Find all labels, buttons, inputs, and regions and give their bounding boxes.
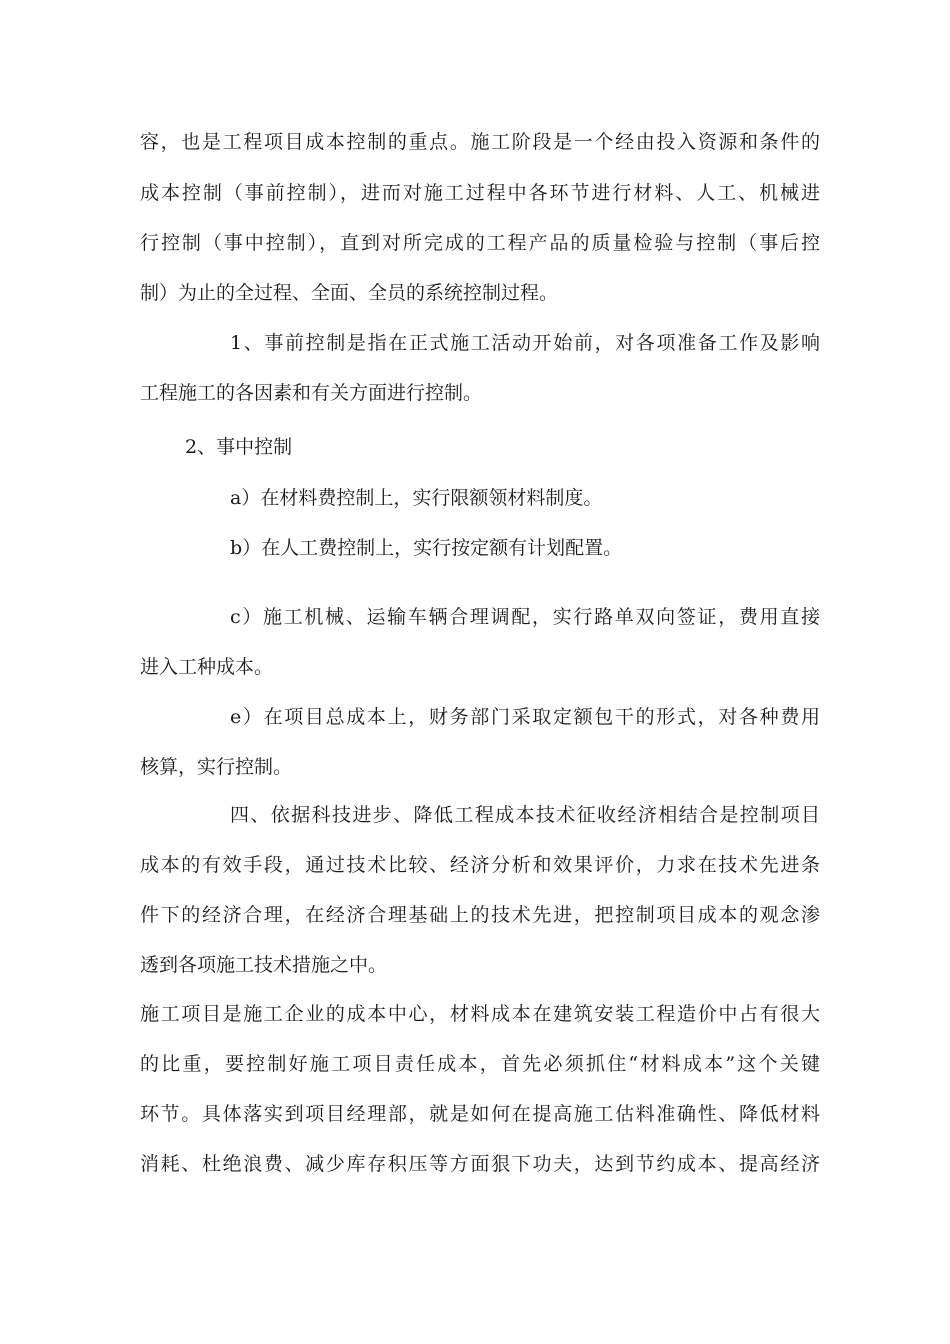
text-line-9: b）在人工费控制上，实行按定额有计划配置。 [230,537,623,559]
text-line-13: 核算，实行控制。 [140,756,293,778]
text-line-15: 成本的有效手段，通过技术比较、经济分析和效果评价，力求在技术先进条 [140,854,820,876]
text-line-8: a）在材料费控制上，实行限额领材料制度。 [230,487,603,509]
text-line-10: c）施工机械、运输车辆合理调配，实行路单双向签证，费用直接 [230,606,820,628]
text-line-7: 2、事中控制 [185,436,293,458]
text-line-2: 成本控制（事前控制），进而对施工过程中各环节进行材料、人工、机械进 [140,182,820,204]
text-line-11: 进入工种成本。 [140,656,274,678]
text-line-12: e）在项目总成本上，财务部门采取定额包干的形式，对各种费用 [230,706,820,728]
text-line-6: 工程施工的各因素和有关方面进行控制。 [140,382,483,404]
text-line-5: 1、事前控制是指在正式施工活动开始前，对各项准备工作及影响 [230,332,820,354]
text-line-18: 施工项目是施工企业的成本中心，材料成本在建筑安装工程造价中占有很大 [140,1003,820,1025]
text-line-19: 的比重，要控制好施工项目责任成本，首先必须抓住“材料成本”这个关键 [140,1053,820,1075]
text-line-21: 消耗、杜绝浪费、减少库存积压等方面狠下功夫，达到节约成本、提高经济 [140,1153,820,1175]
text-line-20: 环节。具体落实到项目经理部，就是如何在提高施工估料准确性、降低材料 [140,1103,820,1125]
text-line-17: 透到各项施工技术措施之中。 [140,954,388,976]
text-line-14: 四、依据科技进步、降低工程成本技术征收经济相结合是控制项目 [230,804,820,826]
text-line-1: 容，也是工程项目成本控制的重点。施工阶段是一个经由投入资源和条件的 [140,131,820,153]
text-line-3: 行控制（事中控制），直到对所完成的工程产品的质量检验与控制（事后控 [140,232,820,254]
text-line-16: 件下的经济合理，在经济合理基础上的技术先进，把控制项目成本的观念渗 [140,904,820,926]
text-line-4: 制）为止的全过程、全面、全员的系统控制过程。 [140,282,559,304]
